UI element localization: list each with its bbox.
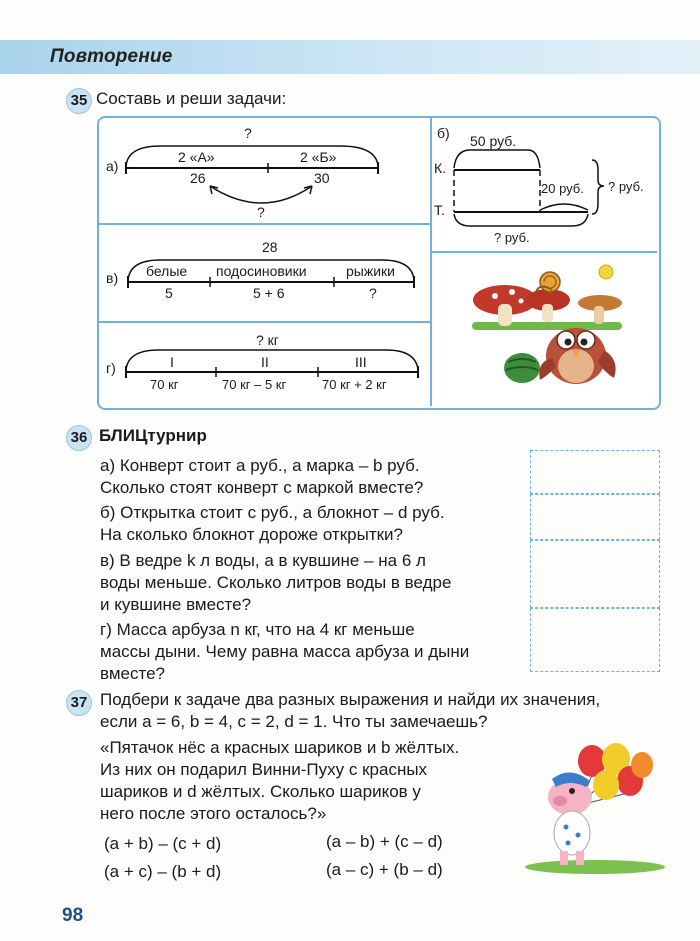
diagram-v-val2: 5 + 6 xyxy=(253,285,285,301)
piglet-balloons-illustration xyxy=(520,735,670,875)
diagram-g-seg2: II xyxy=(261,354,269,370)
task-36-line: воды меньше. Сколько литров воды в ведре xyxy=(100,573,452,592)
diagram-g-val1: 70 кг xyxy=(150,377,179,392)
task-36-line: На сколько блокнот дороже открытки? xyxy=(100,525,403,544)
diagram-g-label: г) xyxy=(106,360,116,376)
diagram-a xyxy=(126,146,378,203)
task-36-line: г) Масса арбуза n кг, что на 4 кг меньше xyxy=(100,620,415,639)
task-37-line: если a = 6, b = 4, c = 2, d = 1. Что ты замечаешь? xyxy=(100,712,488,731)
task-37-story-line: Из них он подарил Винни-Пуху c красных xyxy=(100,760,428,779)
task-37-line: Подбери к задаче два разных выражения и найди их значения, xyxy=(100,690,601,709)
task-35-number: 35 xyxy=(66,88,92,114)
answer-box-a[interactable] xyxy=(530,450,660,494)
section-title: Повторение xyxy=(50,46,173,67)
diagram-g-total: ? кг xyxy=(256,332,279,348)
mushrooms-owl-illustration xyxy=(472,265,622,384)
diagram-a-val1: 26 xyxy=(190,170,206,186)
diagram-a-seg1: 2 «А» xyxy=(178,149,215,165)
diagram-a-val2: 30 xyxy=(314,170,330,186)
task-36-line: а) Конверт стоит a руб., а марка – b руб. xyxy=(100,456,420,475)
answer-box-g[interactable] xyxy=(530,608,660,672)
diagram-v-val3: ? xyxy=(369,285,377,301)
expression-3: (a + c) – (b + d) xyxy=(104,862,222,881)
task-36-line: б) Открытка стоит c руб., а блокнот – d руб. xyxy=(100,503,445,522)
diagram-b-brace: ? руб. xyxy=(608,179,644,194)
task-36-line: массы дыни. Чему равна масса арбуза и дыни xyxy=(100,642,470,661)
task-36-title: БЛИЦтурнир xyxy=(99,426,207,445)
task-37-number: 37 xyxy=(66,690,92,716)
expression-1: (a + b) – (c + d) xyxy=(104,834,222,853)
diagram-v-label: в) xyxy=(106,270,119,286)
diagram-v-seg2: подосиновики xyxy=(216,263,307,279)
diagram-a-seg2: 2 «Б» xyxy=(300,149,337,165)
diagram-v-total: 28 xyxy=(262,239,278,255)
answer-box-v[interactable] xyxy=(530,540,660,608)
task-36-line: вместе? xyxy=(100,664,165,683)
diagram-g-val3: 70 кг + 2 кг xyxy=(322,377,387,392)
diagram-b-label: б) xyxy=(437,125,450,141)
diagram-v-seg3: рыжики xyxy=(346,263,395,279)
diagram-v-seg1: белые xyxy=(146,263,188,279)
task-37-story-line: шариков и d жёлтых. Сколько шариков у xyxy=(100,782,421,801)
answer-box-b[interactable] xyxy=(530,494,660,540)
task-36-line: Сколько стоят конверт с маркой вместе? xyxy=(100,478,424,497)
task-37-story-line: него после этого осталось?» xyxy=(100,804,327,823)
diagram-g-val2: 70 кг – 5 кг xyxy=(222,377,287,392)
diagram-a-diff: ? xyxy=(257,204,265,220)
diagram-b-row1: К. xyxy=(434,160,447,176)
diagram-v-val1: 5 xyxy=(165,285,173,301)
diagram-b-bottom: ? руб. xyxy=(494,230,530,245)
diagram-b-top: 50 руб. xyxy=(470,133,517,149)
diagram-b-row2: Т. xyxy=(434,202,445,218)
diagram-g-seg1: I xyxy=(170,354,174,370)
diagram-g-seg3: III xyxy=(355,354,367,370)
task-37-story-line: «Пятачок нёс a красных шариков и b жёлтых. xyxy=(100,738,460,757)
task-36-line: и кувшине вместе? xyxy=(100,595,252,614)
diagram-a-total: ? xyxy=(244,125,252,141)
task-36-number: 36 xyxy=(66,425,92,451)
diagram-b-extra: 20 руб. xyxy=(541,181,584,196)
expression-2: (a – b) + (c – d) xyxy=(326,832,443,851)
expression-4: (a – c) + (b – d) xyxy=(326,860,443,879)
task-35-title: Составь и реши задачи: xyxy=(96,89,287,108)
task-36-line: в) В ведре k л воды, а в кувшине – на 6 л xyxy=(100,551,426,570)
diagram-a-label: а) xyxy=(106,158,119,174)
page-number: 98 xyxy=(62,905,84,926)
